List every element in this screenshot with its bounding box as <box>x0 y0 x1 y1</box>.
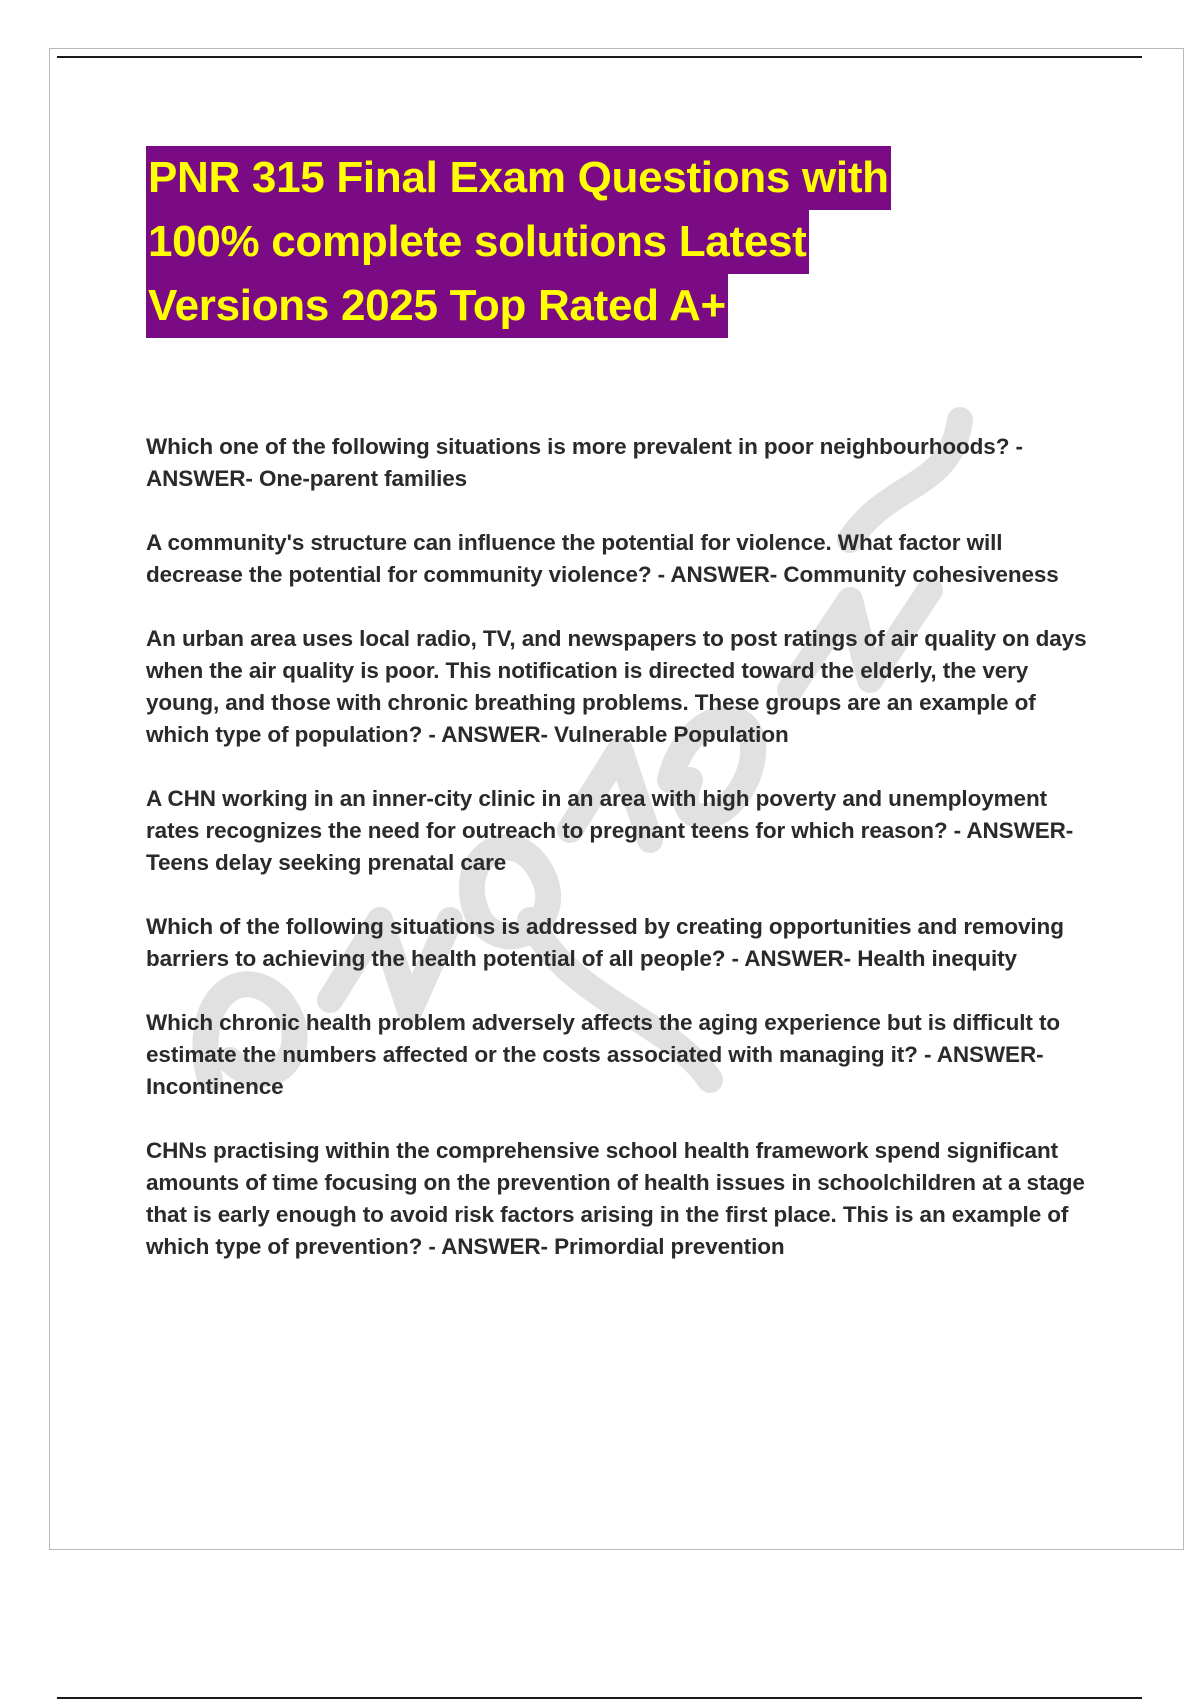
document-title <box>146 146 1046 338</box>
qa-item-2: A community's structure can influence the potential for violence. What factor will decrease the potential for community violence? - ANSWER- Community cohesiveness <box>146 530 1059 587</box>
title-line-1: PNR 315 Final Exam Questions with <box>146 146 891 210</box>
bottom-rule <box>57 1697 1142 1699</box>
qa-list <box>146 431 1091 1295</box>
qa-item-4: A CHN working in an inner-city clinic in an area with high poverty and unemployment rates recognizes the need for outreach to pregnant teens for which reason? - ANSWER- Teens delay seeking prenatal care <box>146 786 1074 875</box>
title-line-3: Versions 2025 Top Rated A+ <box>146 274 728 338</box>
qa-item-7: CHNs practising within the comprehensive school health framework spend significant amounts of time focusing on the prevention of health issues in schoolchildren at a stage that is early enough to avoid risk factors arising in the first place. This is an example of which type of prevention? - ANSWER- Primordial prevention <box>146 1138 1085 1259</box>
qa-item-5: Which of the following situations is addressed by creating opportunities and removing barriers to achieving the health potential of all people? - ANSWER- Health inequity <box>146 914 1064 971</box>
qa-item-6: Which chronic health problem adversely affects the aging experience but is difficult to estimate the numbers affected or the costs associated with managing it? - ANSWER- Incontinence <box>146 1010 1060 1099</box>
top-rule <box>57 56 1142 58</box>
qa-item-3: An urban area uses local radio, TV, and newspapers to post ratings of air quality on days when the air quality is poor. This notification is directed toward the elderly, the very young, and those with chronic breathing problems. These groups are an example of which type of population? - ANSWER- Vulnerable Population <box>146 626 1087 747</box>
title-line-2: 100% complete solutions Latest <box>146 210 809 274</box>
qa-item-1: Which one of the following situations is more prevalent in poor neighbourhoods? - ANSWER- One-parent families <box>146 434 1023 491</box>
